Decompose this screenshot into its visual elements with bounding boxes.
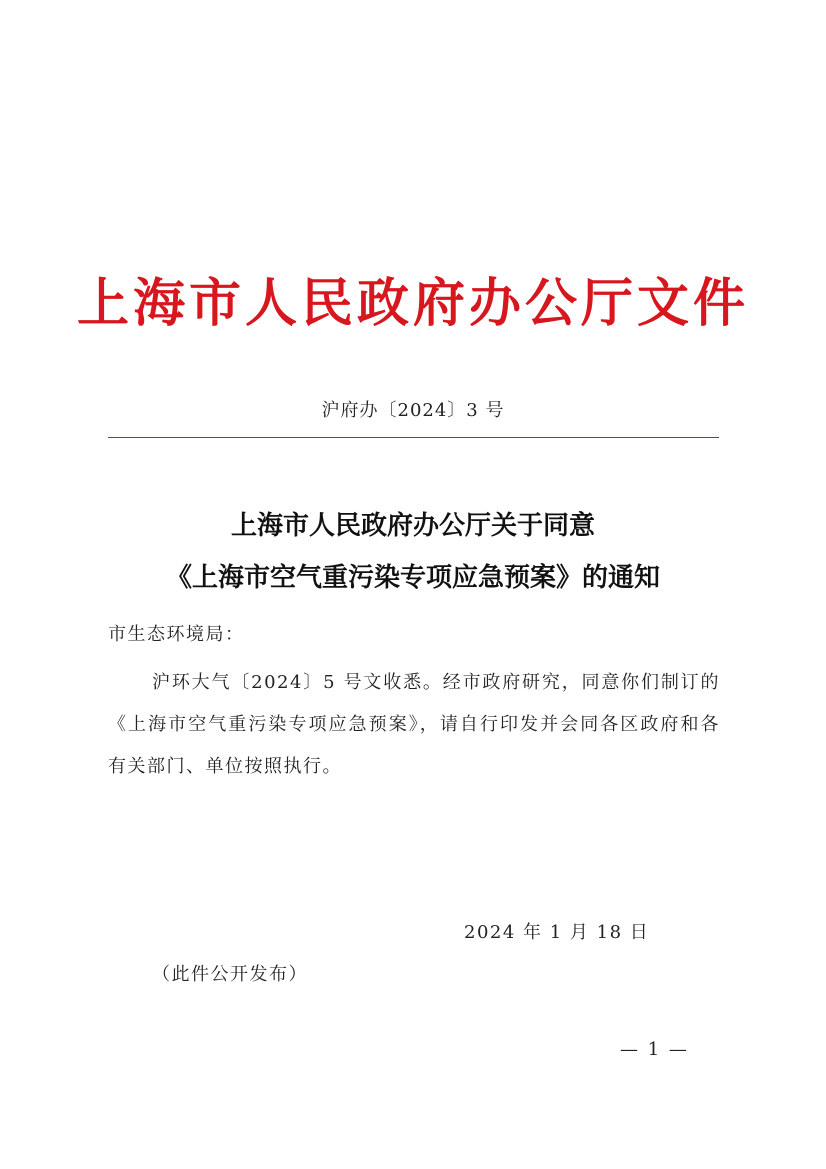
recipient: 市生态环境局： [108,624,245,645]
masthead-title: 上海市人民政府办公厅文件 [76,273,749,334]
document-number: 沪府办〔2024〕3 号 [321,400,505,421]
public-release-note: （此件公开发布） [152,964,308,985]
red-separator-line [108,437,719,438]
notice-title-line-1: 上海市人民政府办公厅关于同意 [230,511,595,541]
notice-title-line-2: 《上海市空气重污染专项应急预案》的通知 [165,563,660,593]
page-number: — 1 — [620,1039,689,1060]
issue-date: 2024 年 1 月 18 日 [464,922,650,943]
body-paragraph: 沪环大气〔2024〕5 号文收悉。经市政府研究，同意你们制订的《上海市空气重污染专项应急预案》，请自行印发并会同各区政府和各有关部门、单位按照执行。 [108,672,720,777]
